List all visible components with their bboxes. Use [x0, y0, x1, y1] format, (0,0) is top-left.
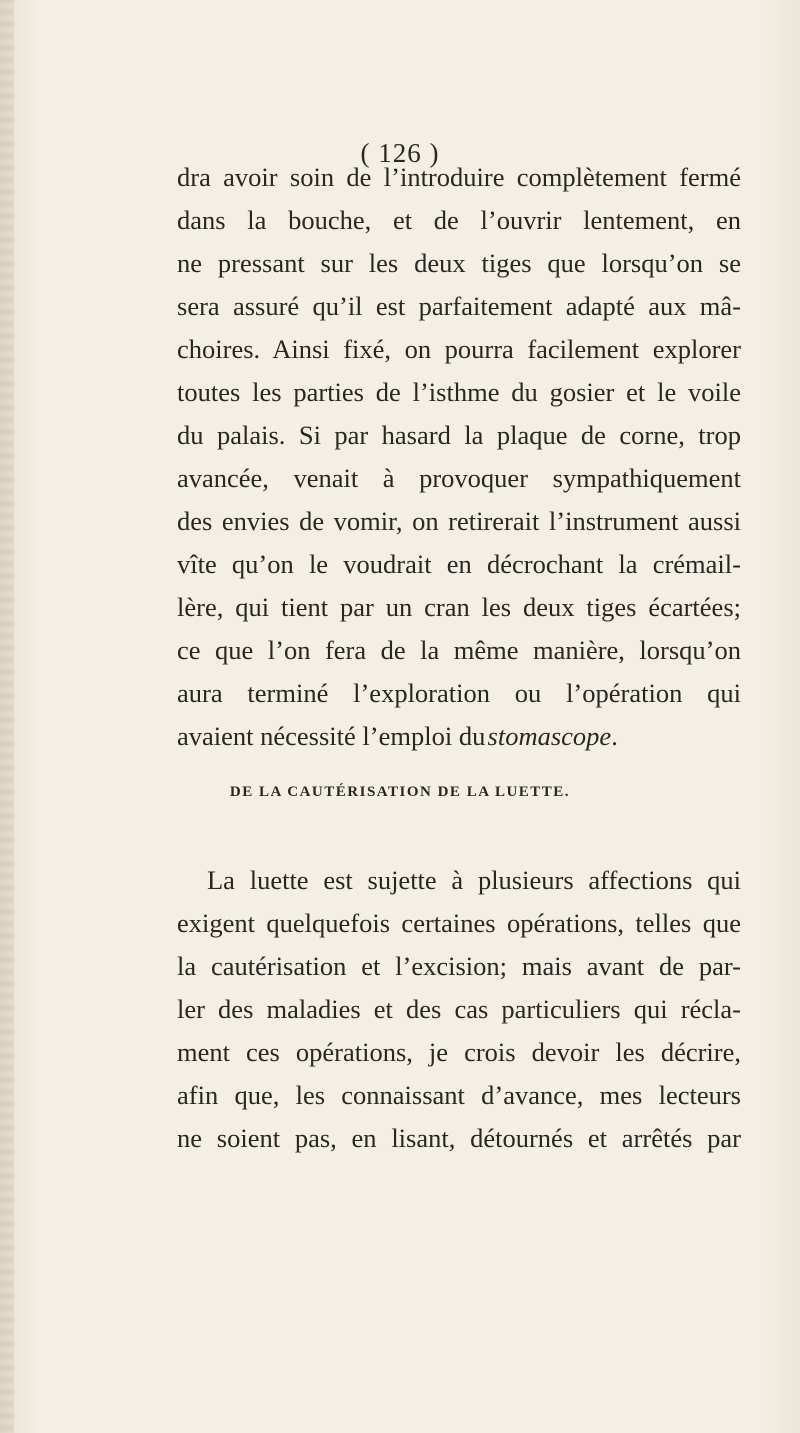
text-line: La luette est sujette à plusieurs affections qui: [207, 865, 741, 895]
text-line: ne soient pas, en lisant, détournés et arrêtés par: [177, 1123, 741, 1153]
italic-term: stomascope: [487, 721, 612, 751]
text-line: du palais. Si par hasard la plaque de corne, trop: [177, 420, 741, 450]
text-line: avancée, venait à provoquer sympathiquement: [177, 463, 741, 493]
text-line: lère, qui tient par un cran les deux tiges écartées;: [177, 592, 741, 622]
text-line: toutes les parties de l’isthme du gosier et le voile: [177, 377, 741, 407]
text-line: ler des maladies et des cas particuliers qui récla-: [177, 994, 741, 1024]
text-line: sera assuré qu’il est parfaitement adapté aux mâ-: [177, 291, 741, 321]
text-line: exigent quelquefois certaines opérations, telles que: [177, 908, 741, 938]
last-line-text: avaient nécessité l’emploi du: [177, 721, 486, 751]
text-line: ment ces opérations, je crois devoir les décrire,: [177, 1037, 741, 1067]
text-line: ce que l’on fera de la même manière, lorsqu’on: [177, 635, 741, 665]
text-line: choires. Ainsi fixé, on pourra facilement explorer: [177, 334, 741, 364]
text-line: vîte qu’on le voudrait en décrochant la crémail-: [177, 549, 741, 579]
last-line-period: .: [611, 721, 618, 751]
text-line: afin que, les connaissant d’avance, mes lecteurs: [177, 1080, 741, 1110]
text-line: des envies de vomir, on retirerait l’instrument aussi: [177, 506, 741, 536]
text-line: dans la bouche, et de l’ouvrir lentement, en: [177, 205, 741, 235]
text-line: dra avoir soin de l’introduire complètement fermé: [177, 162, 741, 192]
page-number: ( 126 ): [360, 138, 440, 168]
text-line: la cautérisation et l’excision; mais avant de par-: [177, 951, 741, 981]
text-line: aura terminé l’exploration ou l’opération qui: [177, 678, 741, 708]
text-line-last: [177, 721, 741, 751]
section-heading: DE LA CAUTÉRISATION DE LA LUETTE.: [229, 784, 571, 800]
text-line: ne pressant sur les deux tiges que lorsqu’on se: [177, 248, 741, 278]
page-gutter: [0, 0, 14, 1433]
